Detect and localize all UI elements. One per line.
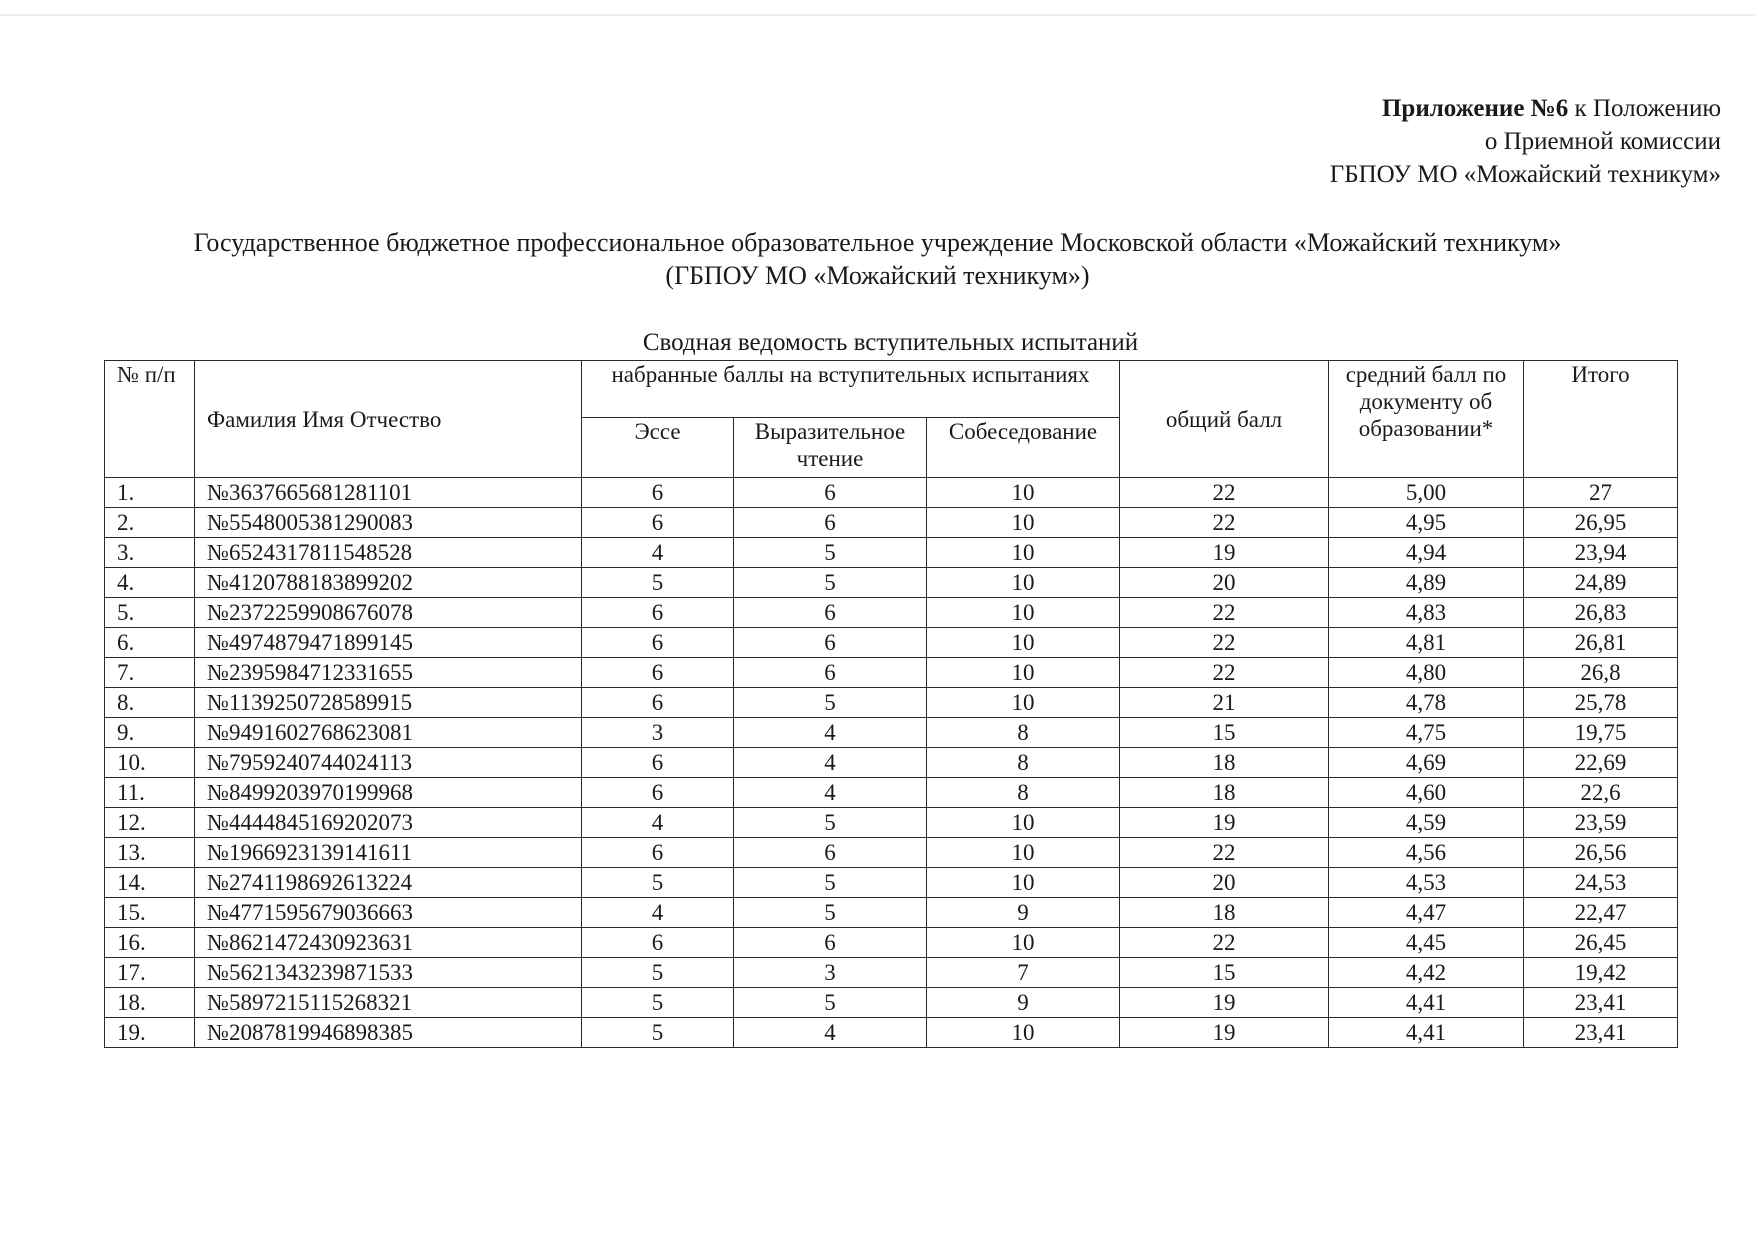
cell-interview: 10 xyxy=(927,688,1120,718)
appendix-number: Приложение №6 xyxy=(1381,95,1569,122)
cell-avg: 4,56 xyxy=(1329,838,1524,868)
cell-essay: 6 xyxy=(582,928,734,958)
cell-essay: 6 xyxy=(582,628,734,658)
cell-avg: 4,69 xyxy=(1329,748,1524,778)
cell-reading: 6 xyxy=(734,508,927,538)
cell-reading: 4 xyxy=(734,718,927,748)
cell-name: №5621343239871533 xyxy=(195,958,582,988)
cell-name: №1966923139141611 xyxy=(195,838,582,868)
cell-result: 26,81 xyxy=(1524,628,1678,658)
cell-reading: 6 xyxy=(734,658,927,688)
cell-name: №4120788183899202 xyxy=(195,568,582,598)
cell-total: 18 xyxy=(1120,778,1329,808)
cell-name: №2372259908676078 xyxy=(195,598,582,628)
table-row xyxy=(105,808,1678,838)
cell-avg: 4,95 xyxy=(1329,508,1524,538)
cell-reading: 6 xyxy=(734,838,927,868)
cell-reading: 6 xyxy=(734,478,927,508)
cell-reading: 5 xyxy=(734,988,927,1018)
header-num: № п/п xyxy=(105,361,195,478)
cell-avg: 5,00 xyxy=(1329,478,1524,508)
table-row xyxy=(105,958,1678,988)
cell-result: 19,75 xyxy=(1524,718,1678,748)
cell-reading: 5 xyxy=(734,568,927,598)
scan-edge xyxy=(0,14,1755,16)
cell-essay: 4 xyxy=(582,808,734,838)
cell-total: 19 xyxy=(1120,808,1329,838)
table-row xyxy=(105,508,1678,538)
cell-num: 3. xyxy=(105,538,195,568)
cell-num: 5. xyxy=(105,598,195,628)
cell-interview: 10 xyxy=(927,568,1120,598)
cell-interview: 10 xyxy=(927,628,1120,658)
cell-total: 22 xyxy=(1120,928,1329,958)
cell-name: №2395984712331655 xyxy=(195,658,582,688)
cell-name: №4444845169202073 xyxy=(195,808,582,838)
cell-name: №6524317811548528 xyxy=(195,538,582,568)
cell-total: 15 xyxy=(1120,958,1329,988)
cell-avg: 4,80 xyxy=(1329,658,1524,688)
table-row xyxy=(105,478,1678,508)
cell-num: 1. xyxy=(105,478,195,508)
cell-interview: 9 xyxy=(927,898,1120,928)
cell-essay: 5 xyxy=(582,568,734,598)
cell-avg: 4,59 xyxy=(1329,808,1524,838)
cell-essay: 6 xyxy=(582,688,734,718)
cell-result: 26,56 xyxy=(1524,838,1678,868)
organization-full-name: Государственное бюджетное профессиональное образовательное учреждение Московской области «Можайский техникум» xyxy=(193,228,1562,257)
cell-reading: 4 xyxy=(734,778,927,808)
cell-essay: 3 xyxy=(582,718,734,748)
cell-name: №5548005381290083 xyxy=(195,508,582,538)
cell-result: 24,89 xyxy=(1524,568,1678,598)
cell-essay: 5 xyxy=(582,868,734,898)
cell-name: №8499203970199968 xyxy=(195,778,582,808)
cell-name: №8621472430923631 xyxy=(195,928,582,958)
table-row xyxy=(105,718,1678,748)
cell-essay: 4 xyxy=(582,898,734,928)
cell-reading: 6 xyxy=(734,928,927,958)
header-avg: средний балл по документу об образовании* xyxy=(1329,361,1524,478)
cell-total: 22 xyxy=(1120,838,1329,868)
cell-name: №7959240744024113 xyxy=(195,748,582,778)
cell-interview: 10 xyxy=(927,598,1120,628)
cell-interview: 10 xyxy=(927,838,1120,868)
cell-interview: 10 xyxy=(927,538,1120,568)
cell-num: 16. xyxy=(105,928,195,958)
cell-total: 22 xyxy=(1120,508,1329,538)
cell-interview: 8 xyxy=(927,718,1120,748)
header-scores-group: набранные баллы на вступительных испытаниях xyxy=(582,361,1120,418)
cell-avg: 4,81 xyxy=(1329,628,1524,658)
cell-num: 18. xyxy=(105,988,195,1018)
cell-interview: 10 xyxy=(927,808,1120,838)
cell-reading: 6 xyxy=(734,598,927,628)
cell-avg: 4,45 xyxy=(1329,928,1524,958)
appendix-line-2: о Приемной комиссии xyxy=(1484,128,1721,155)
table-row xyxy=(105,868,1678,898)
cell-name: №3637665681281101 xyxy=(195,478,582,508)
cell-total: 18 xyxy=(1120,748,1329,778)
cell-num: 12. xyxy=(105,808,195,838)
cell-name: №1139250728589915 xyxy=(195,688,582,718)
cell-essay: 5 xyxy=(582,1018,734,1048)
cell-result: 23,94 xyxy=(1524,538,1678,568)
cell-result: 23,41 xyxy=(1524,988,1678,1018)
cell-essay: 4 xyxy=(582,538,734,568)
appendix-block xyxy=(1330,92,1721,191)
cell-total: 20 xyxy=(1120,868,1329,898)
header-total: общий балл xyxy=(1120,361,1329,478)
cell-result: 23,59 xyxy=(1524,808,1678,838)
cell-total: 19 xyxy=(1120,538,1329,568)
cell-result: 25,78 xyxy=(1524,688,1678,718)
cell-interview: 10 xyxy=(927,658,1120,688)
cell-reading: 4 xyxy=(734,1018,927,1048)
table-row xyxy=(105,898,1678,928)
cell-num: 7. xyxy=(105,658,195,688)
cell-result: 19,42 xyxy=(1524,958,1678,988)
header-result: Итого xyxy=(1524,361,1678,478)
cell-result: 27 xyxy=(1524,478,1678,508)
cell-num: 10. xyxy=(105,748,195,778)
cell-interview: 10 xyxy=(927,478,1120,508)
cell-avg: 4,60 xyxy=(1329,778,1524,808)
cell-num: 8. xyxy=(105,688,195,718)
cell-essay: 6 xyxy=(582,748,734,778)
table-row xyxy=(105,658,1678,688)
cell-essay: 6 xyxy=(582,508,734,538)
cell-total: 22 xyxy=(1120,478,1329,508)
header-interview: Собеседование xyxy=(927,418,1120,478)
cell-avg: 4,42 xyxy=(1329,958,1524,988)
cell-num: 15. xyxy=(105,898,195,928)
cell-name: №4974879471899145 xyxy=(195,628,582,658)
cell-result: 23,41 xyxy=(1524,1018,1678,1048)
cell-total: 20 xyxy=(1120,568,1329,598)
cell-result: 24,53 xyxy=(1524,868,1678,898)
cell-interview: 10 xyxy=(927,508,1120,538)
cell-num: 14. xyxy=(105,868,195,898)
cell-name: №5897215115268321 xyxy=(195,988,582,1018)
header-name: Фамилия Имя Отчество xyxy=(195,361,582,478)
cell-interview: 9 xyxy=(927,988,1120,1018)
cell-essay: 5 xyxy=(582,988,734,1018)
cell-num: 17. xyxy=(105,958,195,988)
cell-avg: 4,94 xyxy=(1329,538,1524,568)
cell-essay: 6 xyxy=(582,658,734,688)
cell-avg: 4,41 xyxy=(1329,988,1524,1018)
cell-essay: 6 xyxy=(582,478,734,508)
cell-result: 26,83 xyxy=(1524,598,1678,628)
appendix-reference: к Положению xyxy=(1568,95,1721,122)
cell-name: №2087819946898385 xyxy=(195,1018,582,1048)
cell-avg: 4,89 xyxy=(1329,568,1524,598)
cell-essay: 5 xyxy=(582,958,734,988)
cell-num: 19. xyxy=(105,1018,195,1048)
organization-header xyxy=(0,226,1755,292)
cell-reading: 5 xyxy=(734,538,927,568)
results-table xyxy=(104,360,1678,1048)
table-row xyxy=(105,1018,1678,1048)
cell-reading: 3 xyxy=(734,958,927,988)
cell-avg: 4,78 xyxy=(1329,688,1524,718)
cell-avg: 4,53 xyxy=(1329,868,1524,898)
table-row xyxy=(105,988,1678,1018)
cell-total: 22 xyxy=(1120,598,1329,628)
table-row xyxy=(105,538,1678,568)
cell-total: 15 xyxy=(1120,718,1329,748)
table-row xyxy=(105,628,1678,658)
cell-reading: 5 xyxy=(734,898,927,928)
cell-total: 21 xyxy=(1120,688,1329,718)
cell-interview: 10 xyxy=(927,1018,1120,1048)
cell-result: 22,69 xyxy=(1524,748,1678,778)
cell-name: №4771595679036663 xyxy=(195,898,582,928)
cell-name: №9491602768623081 xyxy=(195,718,582,748)
cell-avg: 4,47 xyxy=(1329,898,1524,928)
cell-interview: 10 xyxy=(927,928,1120,958)
table-row xyxy=(105,568,1678,598)
appendix-line-1 xyxy=(1330,92,1721,125)
cell-name: №2741198692613224 xyxy=(195,868,582,898)
cell-total: 22 xyxy=(1120,658,1329,688)
cell-avg: 4,41 xyxy=(1329,1018,1524,1048)
cell-reading: 5 xyxy=(734,868,927,898)
cell-total: 19 xyxy=(1120,1018,1329,1048)
cell-num: 4. xyxy=(105,568,195,598)
table-row xyxy=(105,928,1678,958)
organization-short-name: (ГБПОУ МО «Можайский техникум») xyxy=(665,261,1090,290)
cell-total: 18 xyxy=(1120,898,1329,928)
cell-num: 13. xyxy=(105,838,195,868)
cell-result: 22,47 xyxy=(1524,898,1678,928)
cell-interview: 8 xyxy=(927,748,1120,778)
cell-reading: 5 xyxy=(734,688,927,718)
cell-total: 19 xyxy=(1120,988,1329,1018)
table-row xyxy=(105,688,1678,718)
cell-avg: 4,83 xyxy=(1329,598,1524,628)
table-body xyxy=(105,478,1678,1048)
cell-reading: 6 xyxy=(734,628,927,658)
cell-num: 11. xyxy=(105,778,195,808)
cell-total: 22 xyxy=(1120,628,1329,658)
cell-avg: 4,75 xyxy=(1329,718,1524,748)
cell-result: 22,6 xyxy=(1524,778,1678,808)
cell-interview: 7 xyxy=(927,958,1120,988)
cell-reading: 4 xyxy=(734,748,927,778)
cell-interview: 8 xyxy=(927,778,1120,808)
cell-reading: 5 xyxy=(734,808,927,838)
cell-num: 6. xyxy=(105,628,195,658)
table-row xyxy=(105,838,1678,868)
cell-num: 9. xyxy=(105,718,195,748)
cell-interview: 10 xyxy=(927,868,1120,898)
cell-result: 26,8 xyxy=(1524,658,1678,688)
cell-num: 2. xyxy=(105,508,195,538)
appendix-line-3: ГБПОУ МО «Можайский техникум» xyxy=(1329,161,1721,188)
cell-result: 26,95 xyxy=(1524,508,1678,538)
cell-essay: 6 xyxy=(582,778,734,808)
table-row xyxy=(105,778,1678,808)
cell-essay: 6 xyxy=(582,838,734,868)
document-title: Сводная ведомость вступительных испытаний xyxy=(642,329,1139,356)
header-essay: Эссе xyxy=(582,418,734,478)
header-reading: Выразительное чтение xyxy=(734,418,927,478)
table-row xyxy=(105,748,1678,778)
cell-result: 26,45 xyxy=(1524,928,1678,958)
table-row xyxy=(105,598,1678,628)
cell-essay: 6 xyxy=(582,598,734,628)
